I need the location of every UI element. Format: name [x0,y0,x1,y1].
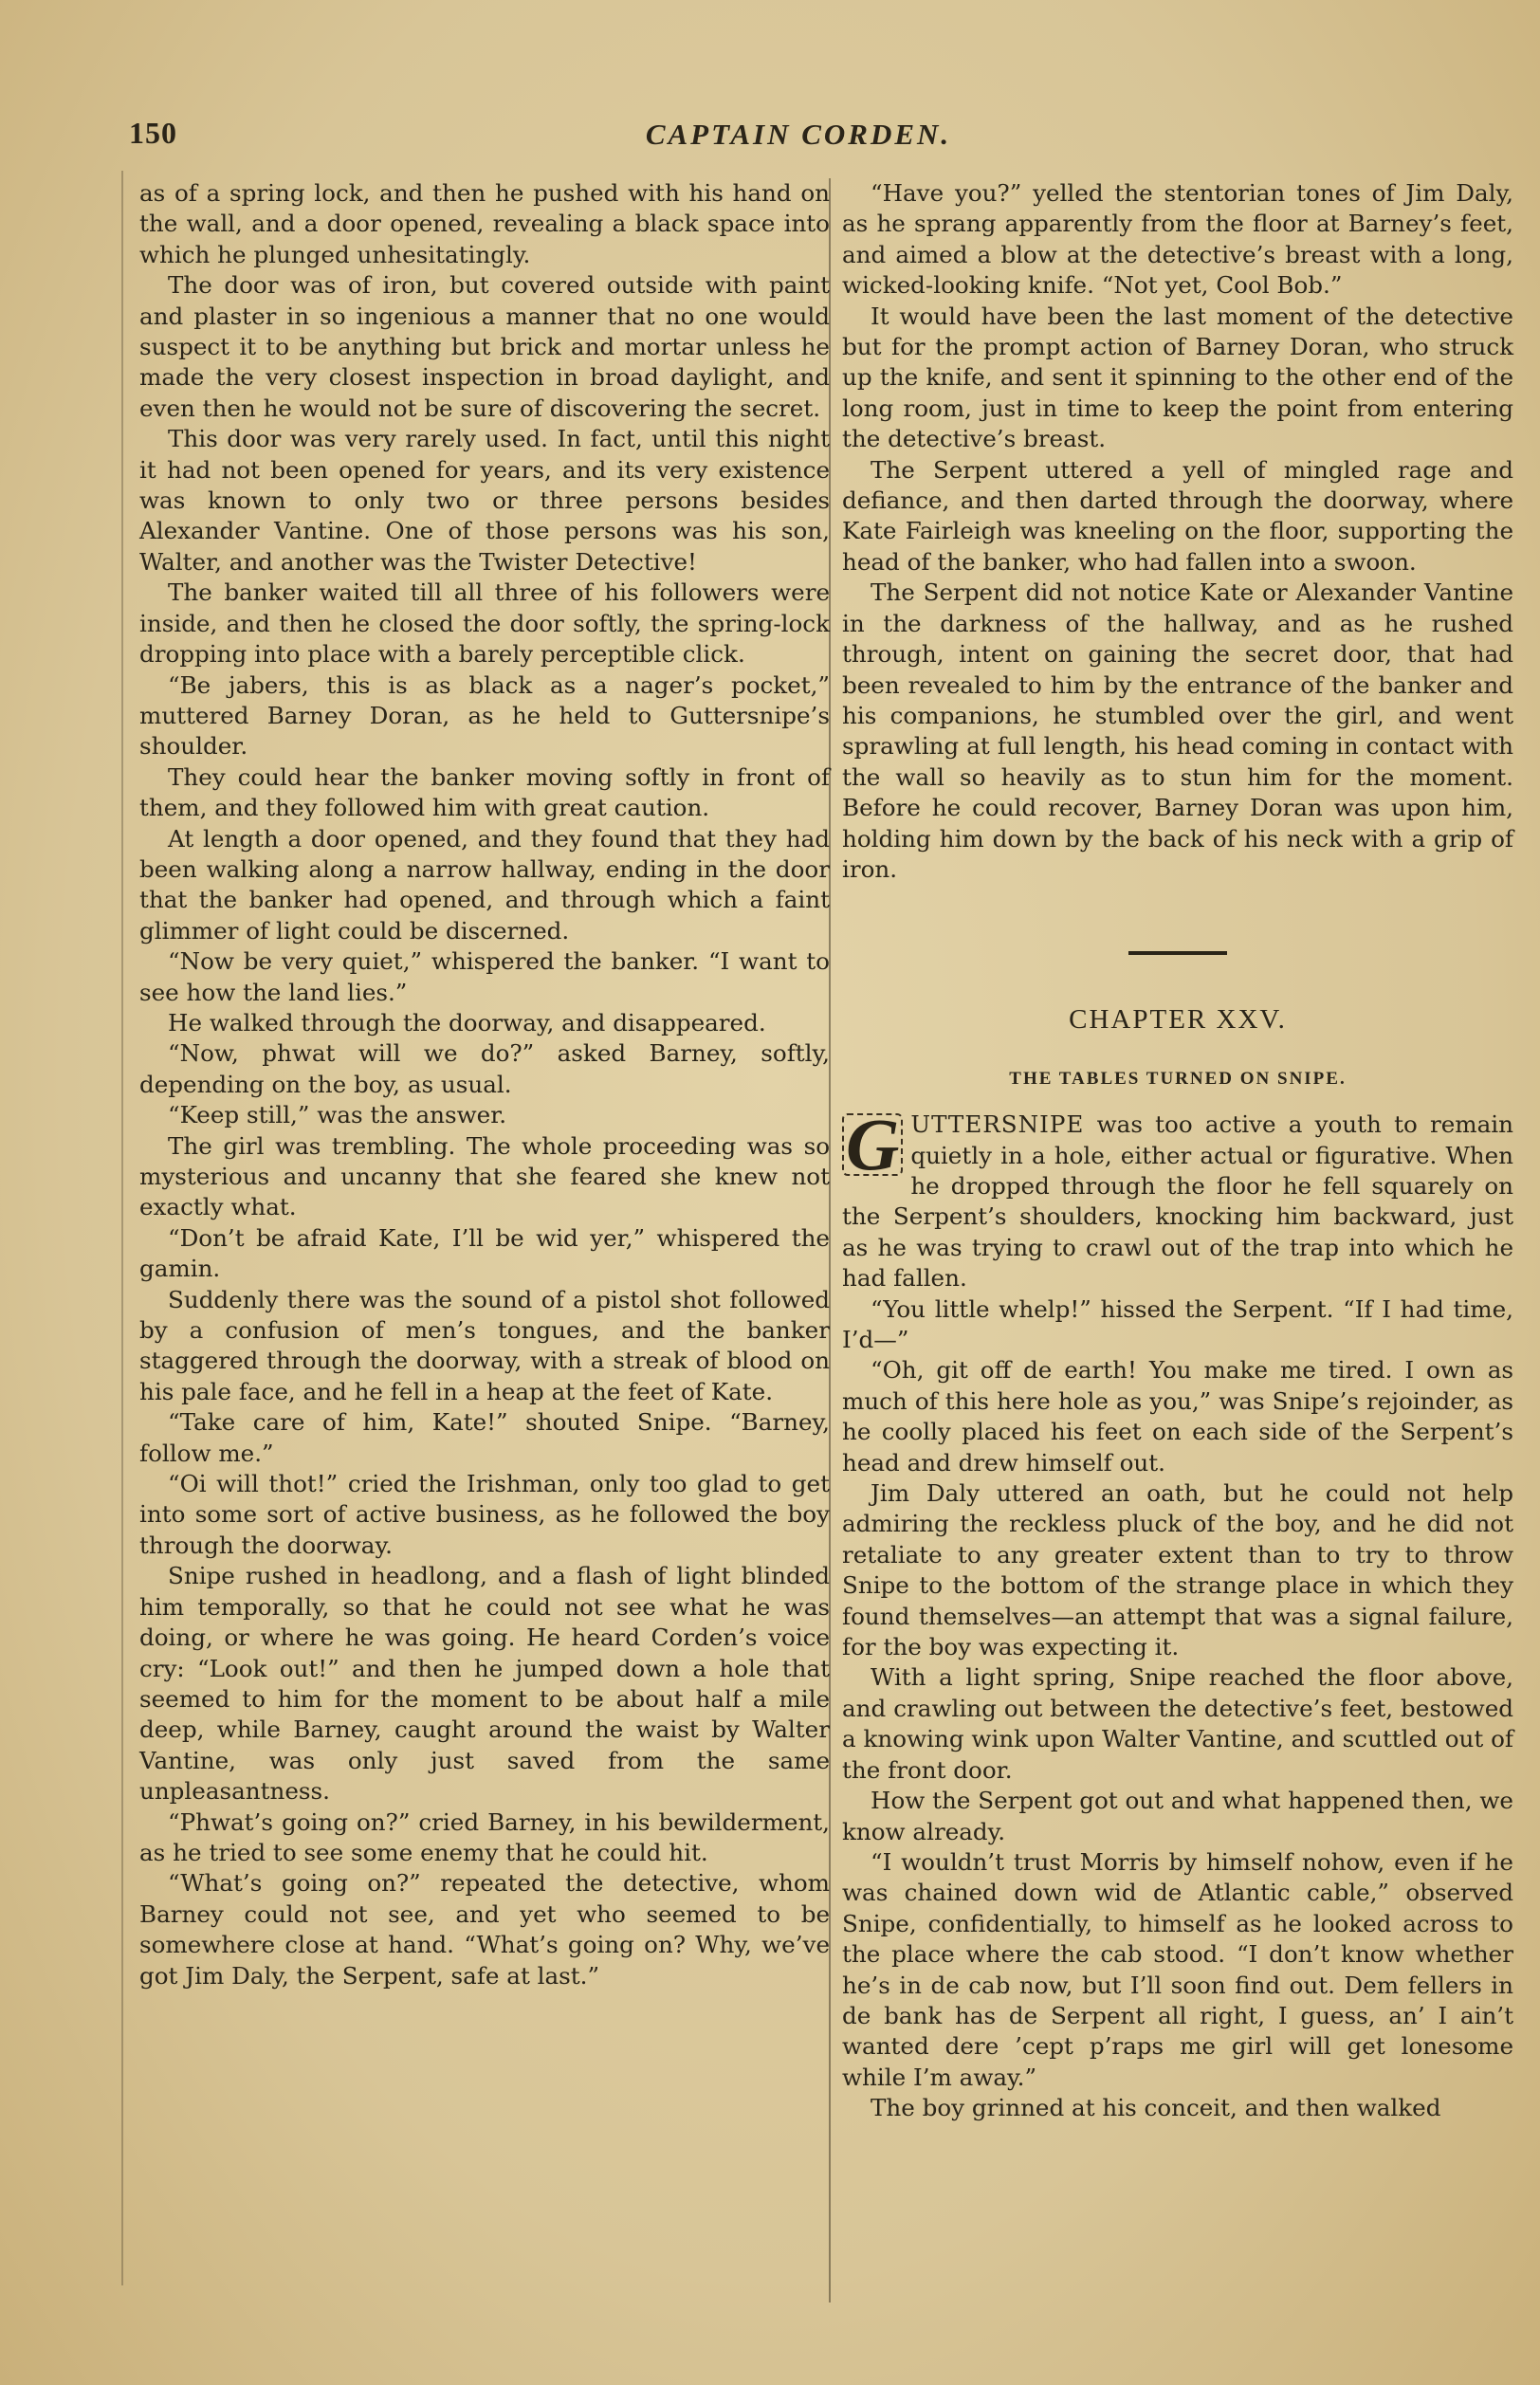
paragraph: “Be jabers, this is as black as a nager’s pocket,” muttered Barney Doran, as he held to Guttersnipe’s shoulder. [139,670,830,761]
paragraph: “Oi will thot!” cried the Irishman, only too glad to get into some sort of active business, as he followed the boy through the doorway. [139,1470,830,1559]
right-column [842,178,1513,2124]
paragraph: This door was very rarely used. In fact, until this night it had not been opened for years, and its very existence was known to only two or three persons besides Alexander Vantine. One of those persons was his son, Walter, and another was the Twister Detective! [139,425,830,576]
paragraph: “I wouldn’t trust Morris by himself nohow, even if he was chained down wid de Atlantic cable,” observed Snipe, confidentially, to himself as he looked across to the place where the cab stood. “I don’t know whether he’s in de cab now, but I’ll soon find out. Dem fellers in de bank has de Serpent all right, I guess, an’ I ain’t wanted dere ’cept p’raps me girl will get lonesome while I’m away.” [842,1847,1513,2091]
opening-text: was too active a youth to remain quietly in a hole, either actual or figurative. When he dropped through the floor he fell squarely on the Serpent’s shoulders, knocking him backward, just as he was trying to crawl out of the trap into which he had fallen. [842,1110,1513,1293]
paragraph: “Oh, git off de earth! You make me tired. I own as much of this here hole as you,” was Snipe’s rejoinder, as he coolly placed his feet on each side of the Serpent’s head and drew himself out. [842,1356,1513,1477]
drop-cap-word: UTTERSNIPE [910,1110,1085,1139]
paragraph: The Serpent uttered a yell of mingled rage and defiance, and then darted through the doorway, where Kate Fairleigh was kneeling on the floor, supporting the head of the banker, who had fallen into a swoon. [842,455,1513,576]
paragraph: The boy grinned at his conceit, and then walked [871,2094,1441,2122]
paragraph: He walked through the doorway, and disappeared. [168,1008,766,1037]
paragraph: “Take care of him, Kate!” shouted Snipe. “Barney, follow me.” [139,1408,830,1467]
paragraph: They could hear the banker moving softly in front of them, and they followed him with great caution. [139,762,830,822]
left-column [139,178,830,1991]
paragraph: “Now, phwat will we do?” asked Barney, softly, depending on the boy, as usual. [139,1039,830,1098]
chapter-heading: CHAPTER XXV. [1069,1004,1287,1036]
paragraph: “Phwat’s going on?” cried Barney, in his bewilderment, as he tried to see some enemy that he could hit. [139,1807,830,1866]
paragraph: Snipe rushed in headlong, and a flash of light blinded him temporally, so that he could not see what he was doing, or where he was going. He heard Corden’s voice cry: “Look out!” and then he jumped down a hole that seemed to him for the moment to be about half a mile deep, while Barney, caught around the waist by Walter Vantine, was only just saved from the same unpleasantness. [139,1562,830,1806]
paragraph: Suddenly there was the sound of a pistol shot followed by a confusion of men’s tongues, and the banker staggered through the doorway, with a streak of blood on his pale face, and he fell in a heap at the feet of Kate. [139,1285,830,1405]
paragraph: “Don’t be afraid Kate, I’ll be wid yer,” whispered the gamin. [139,1223,830,1283]
running-title: CAPTAIN CORDEN. [645,118,952,151]
paragraph: The banker waited till all three of his followers were inside, and then he closed the door softly, the spring-lock dropping into place with a barely perceptible click. [139,578,830,669]
chapter-title: THE TABLES TURNED ON SNIPE. [1009,1068,1347,1089]
paragraph: “Keep still,” was the answer. [168,1101,507,1129]
paragraph: The Serpent did not notice Kate or Alexander Vantine in the darkness of the hallway, and as he rushed through, intent on gaining the secret door, that had been revealed to him by the entrance of the banker and his companions, he stumbled over the girl, and went sprawling at full length, his head coming in contact with the wall so heavily as to stun him for the moment. Before he could recover, Barney Doran was upon him, holding him down by the back of his neck with a grip of iron. [842,578,1513,883]
paragraph: “You little whelp!” hissed the Serpent. “If I had time, I’d—” [842,1294,1513,1353]
paragraph: The girl was trembling. The whole proceeding was so mysterious and uncanny that she feared she knew not exactly what. [139,1131,830,1221]
chapter-opening-paragraph [842,1103,1513,1293]
paragraph: “What’s going on?” repeated the detective, whom Barney could not see, and yet who seemed to be somewhere close at hand. “What’s going on? Why, we’ve got Jim Daly, the Serpent, safe at last.” [139,1869,830,1990]
paragraph: Jim Daly uttered an oath, but he could not help admiring the reckless pluck of the boy, and he did not retaliate to any greater extent than to try to throw Snipe to the bottom of the strange place in which they found themselves—an attempt that was a signal failure, for the boy was expecting it. [842,1479,1513,1661]
paragraph: How the Serpent got out and what happened then, we know already. [842,1787,1513,1845]
paragraph: as of a spring lock, and then he pushed with his hand on the wall, and a door opened, revealing a black space into which he plunged unhesitatingly. [139,179,830,268]
paragraph: “Now be very quiet,” whispered the banker. “I want to see how the land lies.” [139,947,830,1006]
paragraph: It would have been the last moment of the detective but for the prompt action of Barney Doran, who struck up the knife, and sent it spinning to the other end of the long room, just in time to keep the point from entering the detective’s breast. [842,302,1513,453]
page-number: 150 [129,116,177,150]
paragraph: The door was of iron, but covered outside with paint and plaster in so ingenious a manner that no one would suspect it to be anything but brick and mortar unless he made the very closest inspection in broad daylight, and even then he would not be sure of discovering the secret. [139,271,830,422]
left-margin-rule [121,171,123,2285]
paragraph: “Have you?” yelled the stentorian tones of Jim Daly, as he sprang apparently from the floor at Barney’s feet, and aimed a blow at the detective’s breast with a long, wicked-looking knife. “Not yet, Cool Bob.” [842,179,1513,300]
drop-cap: G [842,1113,903,1176]
paragraph: At length a door opened, and they found that they had been walking along a narrow hallway, ending in the door that the banker had opened, and through which a faint glimmer of light could be discerned. [139,824,830,945]
paragraph: With a light spring, Snipe reached the floor above, and crawling out between the detective’s feet, bestowed a knowing wink upon Walter Vantine, and scuttled out of the front door. [842,1663,1513,1784]
section-divider [1128,951,1227,955]
